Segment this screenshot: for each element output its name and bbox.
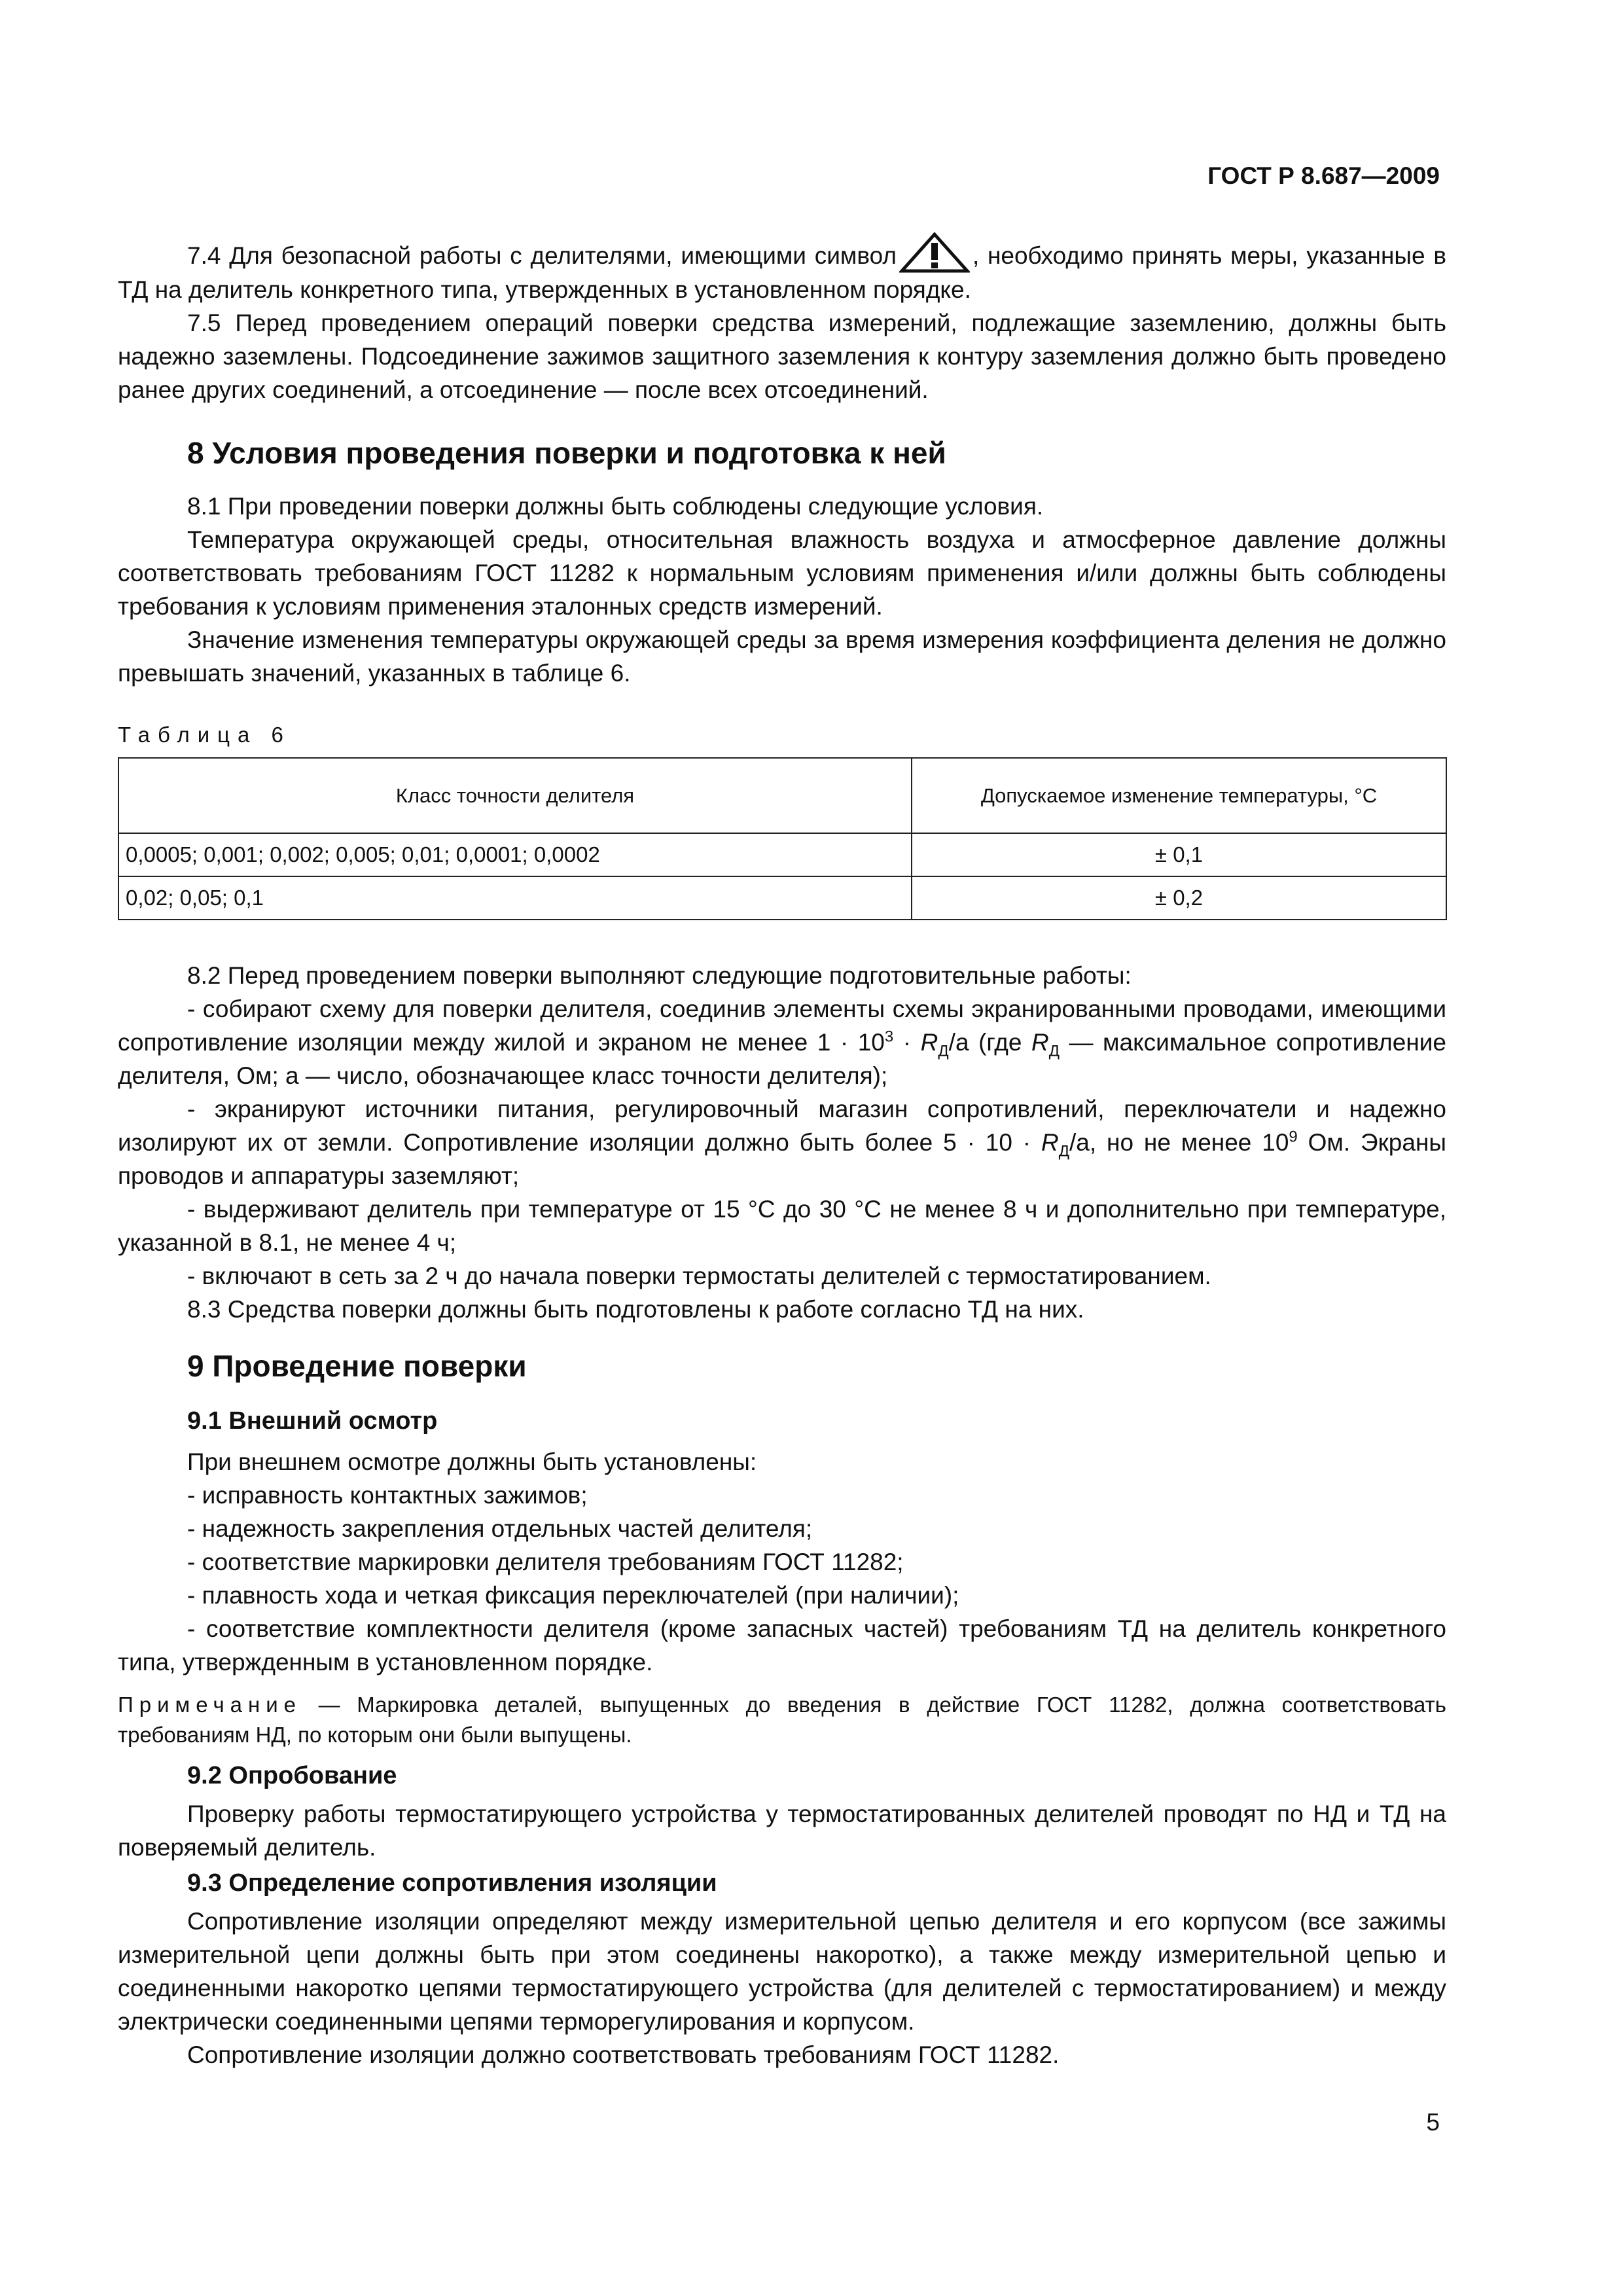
subscript: Д [1058,1142,1069,1160]
list-item: - соответствие комплектности делителя (кроме запасных частей) требованиям ТД на делитель конкретного типа, утвержденным в установленном порядке. [118,1615,1446,1676]
paragraph-8-2: 8.2 Перед проведением поверки выполняют следующие подготовительные работы: [187,962,1132,989]
section-9-2-heading: 9.2 Опробование [187,1762,397,1789]
table-row [118,833,1446,876]
text: · [893,1029,921,1056]
list-item-8-2-2 [118,1092,1446,1193]
list-item: - плавность хода и четкая фиксация переключателей (при наличии); [187,1582,959,1609]
paragraph-7-5: 7.5 Перед проведением операций поверки средства измерений, подлежащие заземлению, должны быть надежно заземлены. Подсоединение зажимов защитного заземления к контуру заземления должно быть проведено ранее других соединений, а отсоединение — после всех отсоединений. [118,310,1446,403]
list-item-8-2-3: - выдерживают делитель при температуре от 15 °С до 30 °С не менее 8 ч и дополнительно при температуре, указанной в 8.1, не менее 4 ч; [118,1196,1446,1256]
table-cell: 0,02; 0,05; 0,1 [118,876,912,920]
table-row [118,876,1446,920]
text: /a, но не менее 10 [1069,1129,1289,1156]
list-item-8-2-4: - включают в сеть за 2 ч до начала поверки термостаты делителей с термостатированием. [187,1263,1211,1289]
section-8-heading: 8 Условия проведения поверки и подготовка к ней [187,436,946,470]
table-caption: Таблица 6 [118,723,291,747]
table-cell: 0,0005; 0,001; 0,002; 0,005; 0,01; 0,0001; 0,0002 [118,833,912,876]
note-text: — Маркировка деталей, выпущенных до введения в действие ГОСТ 11282, должна соответствовать требованиям НД, по которым они были выпущены. [118,1693,1446,1747]
text: - собирают схему для поверки делителя, соединив элементы схемы экранированными проводами, имеющими сопротивление изоляции между жилой и экраном не менее 1 · 10 [118,996,1446,1056]
section-9-2-block [118,1797,1446,1864]
paragraph-9-3-1: Сопротивление изоляции определяют между измерительной цепью делителя и его корпусом (все зажимы измерительной цепи должны быть при этом соединены накоротко), а также между измерительной цепью и соединенными накоротко цепями термостатирующего устройства (для делителей с термостатированием) и между электрически соединенными цепями терморегулирования и корпусом. [118,1908,1446,2035]
paragraph-9-2: Проверку работы термостатирующего устройства у термостатированных делителей проводят по НД и ТД на поверяемый делитель. [118,1801,1446,1861]
section-8-2-block [118,959,1446,1326]
paragraph-8-1-change: Значение изменения температуры окружающей среды за время измерения коэффициента деления не должно превышать значений, указанных в таблице 6. [118,626,1446,687]
table-header-cell: Допускаемое изменение температуры, °С [912,758,1446,833]
note-block [118,1690,1446,1750]
list-item: - соответствие маркировки делителя требованиям ГОСТ 11282; [187,1549,904,1575]
list-item-8-2-1 [118,992,1446,1092]
symbol-r: R [1041,1129,1059,1156]
p74-text-a: 7.4 Для безопасной работы с делителями, имеющими символ [187,242,897,269]
page-number: 5 [1426,2109,1440,2136]
note [118,1690,1446,1750]
paragraph-8-1-temperature: Температура окружающей среды, относительная влажность воздуха и атмосферное давление должны соответствовать требованиям ГОСТ 11282 к нормальным условиям применения и/или должны быть соблюдены требования к условиям применения эталонных средств измерений. [118,526,1446,620]
table-header-cell: Класс точности делителя [118,758,912,833]
exponent: 9 [1289,1128,1298,1146]
note-label: Примечание [118,1693,302,1717]
section-9-1-heading: 9.1 Внешний осмотр [187,1407,438,1435]
section-9-heading: 9 Проведение поверки [187,1349,527,1383]
paragraph-8-3: 8.3 Средства поверки должны быть подготовлены к работе согласно ТД на них. [187,1296,1084,1323]
section-9-1-block [118,1445,1446,1679]
paragraph-9-3-2: Сопротивление изоляции должно соответствовать требованиям ГОСТ 11282. [187,2041,1060,2068]
paragraph-9-1-intro: При внешнем осмотре должны быть установлены: [187,1448,757,1475]
section-8-block [118,490,1446,690]
paragraph-8-1: 8.1 При проведении поверки должны быть соблюдены следующие условия. [187,493,1044,520]
text: /a (где [948,1029,1031,1056]
section-7-block [118,232,1446,406]
text: Ом. Экраны проводов и аппаратуры заземляют; [118,1129,1446,1189]
text: - экранируют источники питания, регулировочный магазин сопротивлений, переключатели и надежно изолируют их от земли. Сопротивление изоляции должно быть более 5 · 10 · [118,1096,1446,1156]
table-6 [118,757,1447,920]
section-9-3-block [118,1905,1446,2072]
document-code: ГОСТ Р 8.687—2009 [1207,162,1440,189]
subscript: Д [1048,1042,1060,1060]
warning-triangle-icon [899,232,970,273]
paragraph-7-4 [118,232,1446,306]
table-cell: ± 0,1 [912,833,1446,876]
table-header-row [118,758,1446,833]
exponent: 3 [884,1028,894,1046]
text: — максимальное сопротивление делителя, Ом; a — число, обозначающее класс точности делителя); [118,1029,1446,1089]
list-item: - исправность контактных зажимов; [187,1482,588,1509]
table-cell: ± 0,2 [912,876,1446,920]
symbol-r: R [1031,1029,1049,1056]
subscript: Д [938,1042,949,1060]
p74-text-b: , необходимо принять меры, указанные в ТД на делитель конкретного типа, утвержденных в установленном порядке. [118,242,1446,303]
symbol-r: R [920,1029,938,1056]
section-9-3-heading: 9.3 Определение сопротивления изоляции [187,1869,717,1897]
list-item: - надежность закрепления отдельных частей делителя; [187,1515,813,1542]
